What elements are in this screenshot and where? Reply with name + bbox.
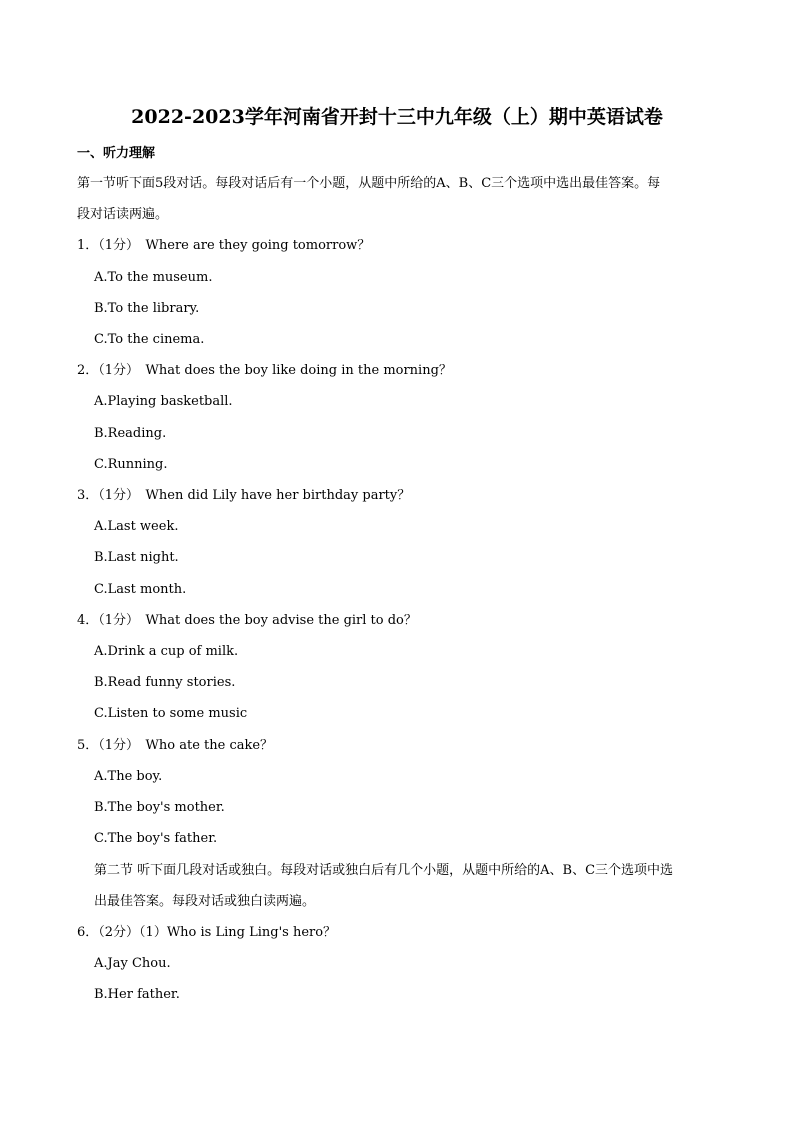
option-5a: A.The boy. <box>94 769 163 784</box>
option-6b: B.Her father. <box>94 987 180 1002</box>
option-5c: C.The boy's father. <box>94 831 218 846</box>
part2-intro-line: 第二节 听下面几段对话或独白。每段对话或独白后有几个小题，从题中所给的A、B、C三个选项中选 <box>94 863 674 878</box>
exam-title: 2022-2023学年河南省开封十三中九年级（上）期中英语试卷 <box>131 106 663 128</box>
option-4a: A.Drink a cup of milk. <box>94 644 239 659</box>
option-3b: B.Last night. <box>94 550 179 565</box>
option-3a: A.Last week. <box>94 519 179 534</box>
section-heading-listening: 一、听力理解 <box>77 146 156 161</box>
option-6a: A.Jay Chou. <box>94 956 171 971</box>
part1-intro-line: 第一节听下面5段对话。每段对话后有一个小题，从题中所给的A、B、C三个选项中选出最佳答案。每 <box>77 176 661 191</box>
option-3c: C.Last month. <box>94 582 187 597</box>
question-stem-3: 3．（1分） When did Lily have her birthday party？ <box>77 488 411 503</box>
part1-intro-line: 段对话读两遍。 <box>77 207 169 222</box>
option-2c: C.Running. <box>94 457 168 472</box>
question-stem-4: 4．（1分） What does the boy advise the girl to do？ <box>77 613 417 628</box>
question-stem-6: 6．（2分）（1）Who is Ling Ling's hero？ <box>77 925 337 940</box>
option-1b: B.To the library. <box>94 301 200 316</box>
option-1c: C.To the cinema. <box>94 332 205 347</box>
option-5b: B.The boy's mother. <box>94 800 225 815</box>
option-2a: A.Playing basketball. <box>94 394 233 409</box>
question-stem-2: 2．（1分） What does the boy like doing in the morning？ <box>77 363 452 378</box>
option-1a: A.To the museum. <box>94 270 213 285</box>
option-4c: C.Listen to some music <box>94 706 248 721</box>
part2-intro-line: 出最佳答案。每段对话或独白读两遍。 <box>94 894 316 909</box>
question-stem-1: 1．（1分） Where are they going tomorrow？ <box>77 238 371 253</box>
option-2b: B.Reading. <box>94 426 167 441</box>
option-4b: B.Read funny stories. <box>94 675 236 690</box>
question-stem-5: 5．（1分） Who ate the cake？ <box>77 738 274 753</box>
